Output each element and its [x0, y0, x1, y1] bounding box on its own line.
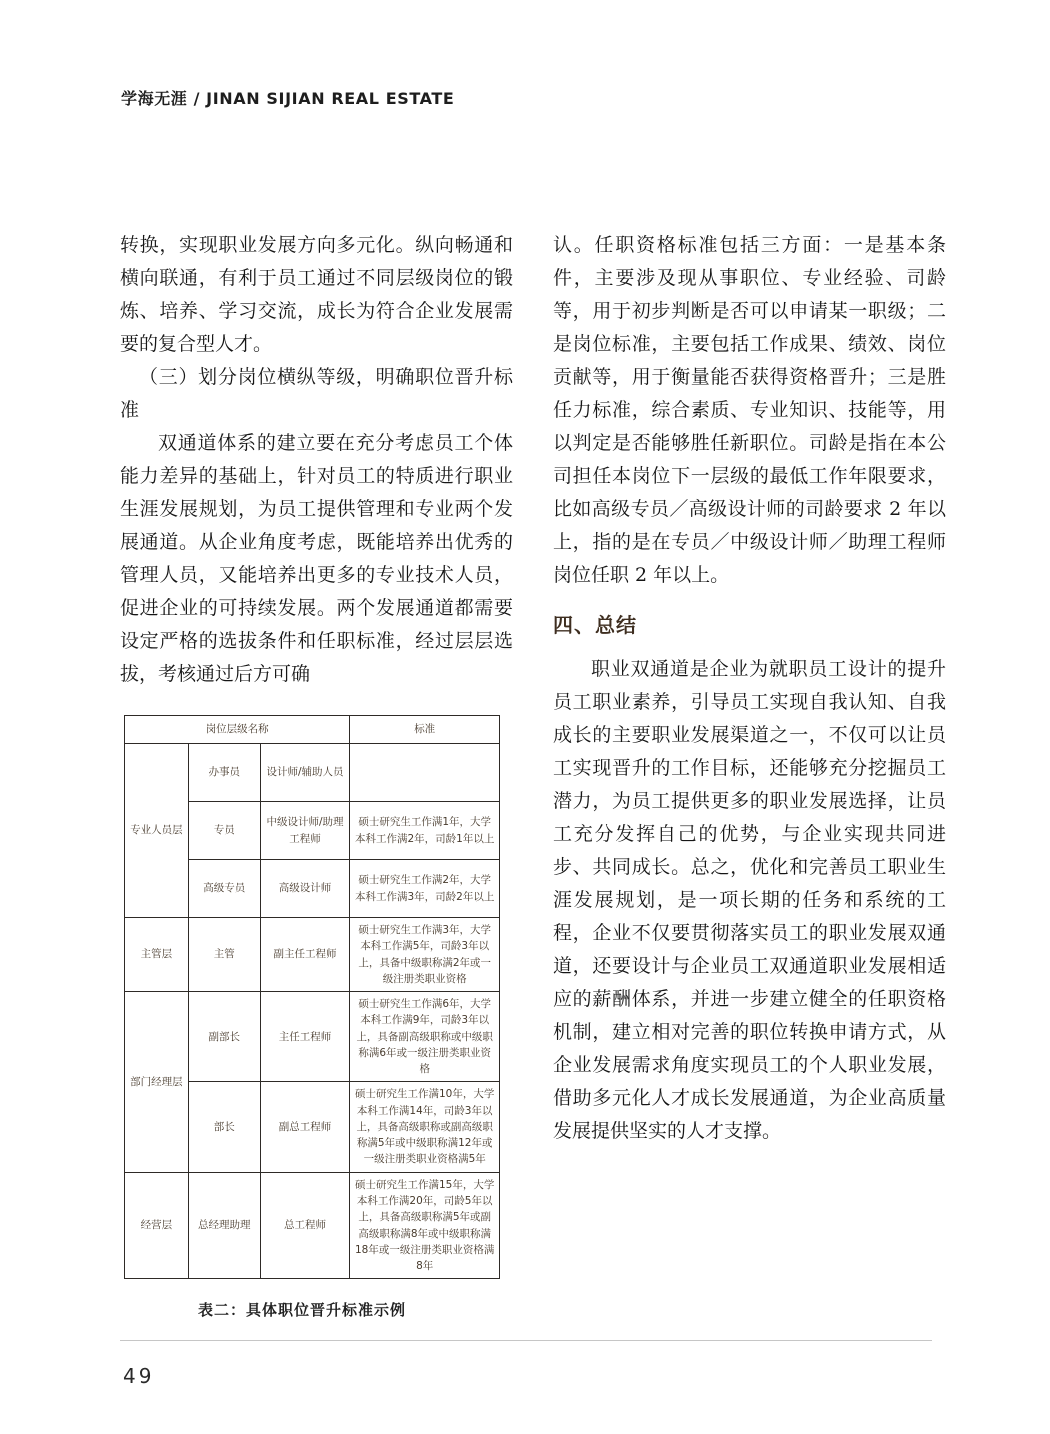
- table-row: [125, 918, 500, 992]
- table-cell-position: 主管: [188, 918, 260, 992]
- table-header-standard: 标准: [350, 716, 500, 744]
- table-cell-position: 部长: [188, 1082, 260, 1172]
- table-cell-position: 专员: [188, 802, 260, 860]
- table-cell-layer: 主管层: [125, 918, 189, 992]
- table-cell-position: 办事员: [188, 744, 260, 802]
- table-row: [125, 744, 500, 802]
- table-cell-standard: 硕士研究生工作满10年，大学本科工作满14年，司龄3年以上，具备高级职称或副高级职称满5年或中级职称满12年或一级注册类职业资格满5年: [350, 1082, 500, 1172]
- table-cell-standard: 硕士研究生工作满1年，大学本科工作满2年，司龄1年以上: [350, 802, 500, 860]
- table-cell-layer: 部门经理层: [125, 992, 189, 1173]
- promotion-standard-table: [124, 715, 500, 1279]
- paragraph: 职业双通道是企业为就职员工设计的提升员工职业素养，引导员工实现自我认知、自我成长的主要职业发展渠道之一，不仅可以让员工实现晋升的工作目标，还能够充分挖掘员工潜力，为员工提供更多的职业发展选择，让员工充分发挥自己的优势，与企业实现共同进步、共同成长。总之，优化和完善员工职业生涯发展规划，是一项长期的任务和系统的工程，企业不仅要贯彻落实员工的职业发展双通道，还要设计与企业员工双通道职业发展相适应的薪酬体系，并进一步建立健全的任职资格机制，建立相对完善的职位转换申请方式，从企业发展需求角度实现员工的个人职业发展，借助多元化人才成长发展通道，为企业高质量发展提供坚实的人才支撑。: [553, 658, 946, 1142]
- paragraph: 转换，实现职业发展方向多元化。纵向畅通和横向联通，有利于员工通过不同层级岗位的锻炼、培养、学习交流，成长为符合企业发展需要的复合型人才。: [120, 234, 513, 355]
- table-cell-title: 主任工程师: [260, 992, 350, 1082]
- table-cell-position: 高级专员: [188, 860, 260, 918]
- table-cell-standard: [350, 744, 500, 802]
- table-row: [125, 1172, 500, 1279]
- table-caption: 表二：具体职位晋升标准示例: [198, 1301, 407, 1320]
- footer-divider: [120, 1340, 932, 1341]
- right-column: [553, 229, 946, 1148]
- table-cell-title: 中级设计师/助理工程师: [260, 802, 350, 860]
- table-cell-title: 副主任工程师: [260, 918, 350, 992]
- sub-heading: （三）划分岗位横纵等级，明确职位晋升标准: [120, 366, 513, 421]
- table-cell-standard: 硕士研究生工作满15年，大学本科工作满20年，司龄5年以上，具备高级职称满5年或副高级职称满8年或中级职称满18年或一级注册类职业资格满8年: [350, 1172, 500, 1279]
- table-cell-standard: 硕士研究生工作满6年，大学本科工作满9年，司龄3年以上，具备副高级职称或中级职称满6年或一级注册类职业资格: [350, 992, 500, 1082]
- section-heading: 四、总结: [553, 613, 637, 637]
- table-cell-standard: 硕士研究生工作满2年，大学本科工作满3年，司龄2年以上: [350, 860, 500, 918]
- paragraph: 认。任职资格标准包括三方面：一是基本条件，主要涉及现从事职位、专业经验、司龄等，用于初步判断是否可以申请某一职级；二是岗位标准，主要包括工作成果、绩效、岗位贡献等，用于衡量能否获得资格晋升；三是胜任力标准，综合素质、专业知识、技能等，用以判定是否能够胜任新职位。司龄是指在本公司担任本岗位下一层级的最低工作年限要求，比如高级专员／高级设计师的司龄要求 2 年以上，指的是在专员／中级设计师／助理工程师岗位任职 2 年以上。: [553, 234, 946, 586]
- table-cell-position: 总经理助理: [188, 1172, 260, 1279]
- page-number: 49: [123, 1364, 155, 1388]
- table-cell-title: 副总工程师: [260, 1082, 350, 1172]
- table-cell-title: 总工程师: [260, 1172, 350, 1279]
- table-cell-standard: 硕士研究生工作满3年，大学本科工作满5年，司龄3年以上，具备中级职称满2年或一级注册类职业资格: [350, 918, 500, 992]
- table-row: [125, 992, 500, 1082]
- left-column: [120, 229, 513, 1327]
- table-cell-title: 高级设计师: [260, 860, 350, 918]
- table-cell-position: 副部长: [188, 992, 260, 1082]
- table-cell-layer: 专业人员层: [125, 744, 189, 918]
- table-cell-layer: 经营层: [125, 1172, 189, 1279]
- masthead: 学海无涯 / JINAN SIJIAN REAL ESTATE: [121, 89, 455, 108]
- paragraph: 双通道体系的建立要在充分考虑员工个体能力差异的基础上，针对员工的特质进行职业生涯发展规划，为员工提供管理和专业两个发展通道。从企业角度考虑，既能培养出优秀的管理人员，又能培养出更多的专业技术人员，促进企业的可持续发展。两个发展通道都需要设定严格的选拔条件和任职标准，经过层层选拔，考核通过后方可确: [120, 432, 513, 685]
- table-header-position-group: 岗位层级名称: [125, 716, 350, 744]
- table-cell-title: 设计师/辅助人员: [260, 744, 350, 802]
- table-header-row: [125, 716, 500, 744]
